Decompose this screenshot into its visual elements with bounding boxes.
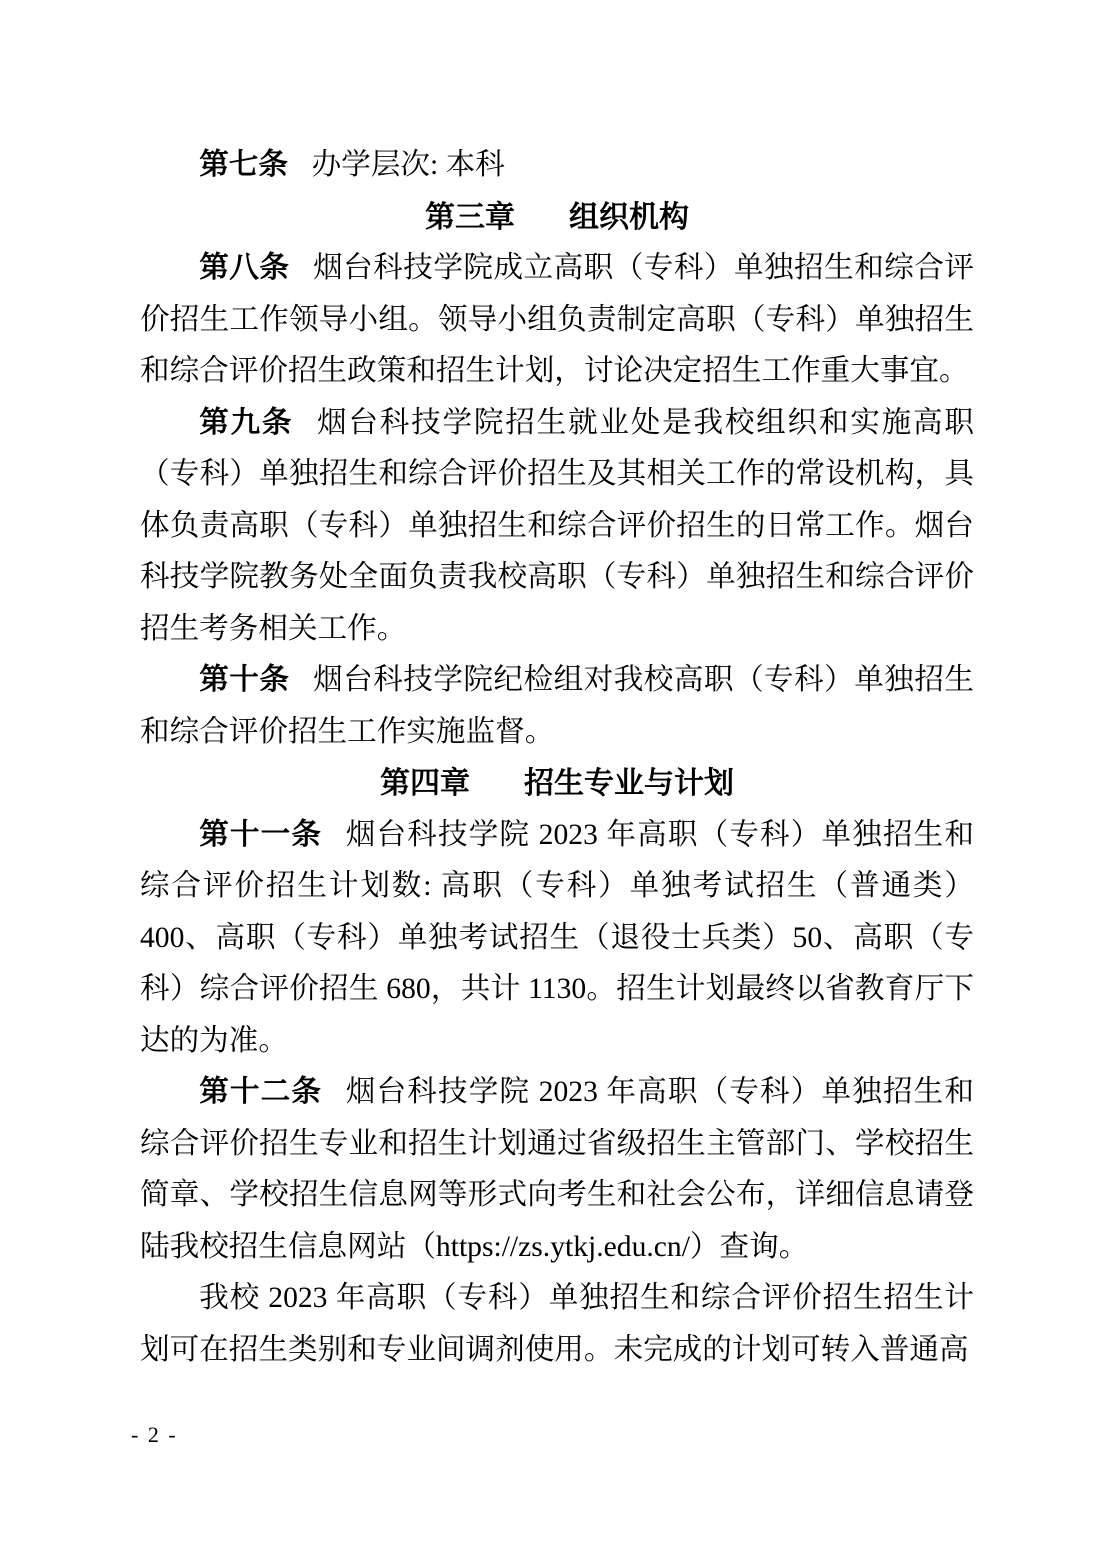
chapter-3-number: 第三章 (425, 200, 515, 234)
page-number: - 2 - (131, 1422, 178, 1447)
article-11 (140, 810, 974, 1068)
chapter-4-number: 第四章 (380, 767, 470, 800)
article-10 (140, 655, 974, 758)
article-9 (140, 398, 974, 656)
article-11-label: 第十一条 (199, 818, 323, 851)
article-10-text: 烟台科技学院纪检组对我校高职（专科）单独招生和综合评价招生工作实施监督。 (140, 664, 975, 748)
article-9-text: 烟台科技学院招生就业处是我校组织和实施高职（专科）单独招生和综合评价招生及其相关工作的常设机构，具体负责高职（专科）单独招生和综合评价招生的日常工作。烟台科技学院教务处全面负责我校高职（专科）单独招生和综合评价招生考务相关工作。 (140, 406, 975, 645)
article-8-label: 第八条 (199, 252, 290, 284)
article-12-text: 烟台科技学院 2023 年高职（专科）单独招生和综合评价招生专业和招生计划通过省级招生主管部门、学校招生简章、学校招生信息网等形式向考生和社会公布，详细信息请登陆我校招生信息网站（https://zs.ytkj.edu.cn/）查询。 (140, 1076, 975, 1263)
article-8 (140, 243, 974, 398)
article-9-label: 第九条 (199, 406, 294, 439)
article-7 (140, 140, 974, 192)
chapter-3-heading (140, 192, 974, 244)
article-12-label: 第十二条 (199, 1076, 323, 1108)
article-11-text: 烟台科技学院 2023 年高职（专科）单独招生和综合评价招生计划数: 高职（专科）单独考试招生（普通类）400、高职（专科）单独考试招生（退役士兵类）50、高职（专科）综合评价招生 680，共计 1130。招生计划最终以省教育厅下达的为准。 (140, 818, 975, 1057)
document-body (140, 140, 974, 1376)
chapter-4-title: 招生专业与计划 (524, 767, 734, 800)
closing-paragraph: 我校 2023 年高职（专科）单独招生和综合评价招生招生计划可在招生类别和专业间调剂使用。未完成的计划可转入普通高 (140, 1282, 974, 1366)
article-7-label: 第七条 (199, 149, 288, 181)
chapter-3-title: 组织机构 (569, 200, 689, 234)
article-8-text: 烟台科技学院成立高职（专科）单独招生和综合评价招生工作领导小组。领导小组负责制定高职（专科）单独招生和综合评价招生政策和招生计划，讨论决定招生工作重大事宜。 (140, 252, 975, 387)
article-10-label: 第十条 (199, 664, 290, 696)
chapter-4-heading (140, 758, 974, 810)
article-7-text: 办学层次: 本科 (311, 149, 505, 181)
article-12 (140, 1067, 974, 1273)
